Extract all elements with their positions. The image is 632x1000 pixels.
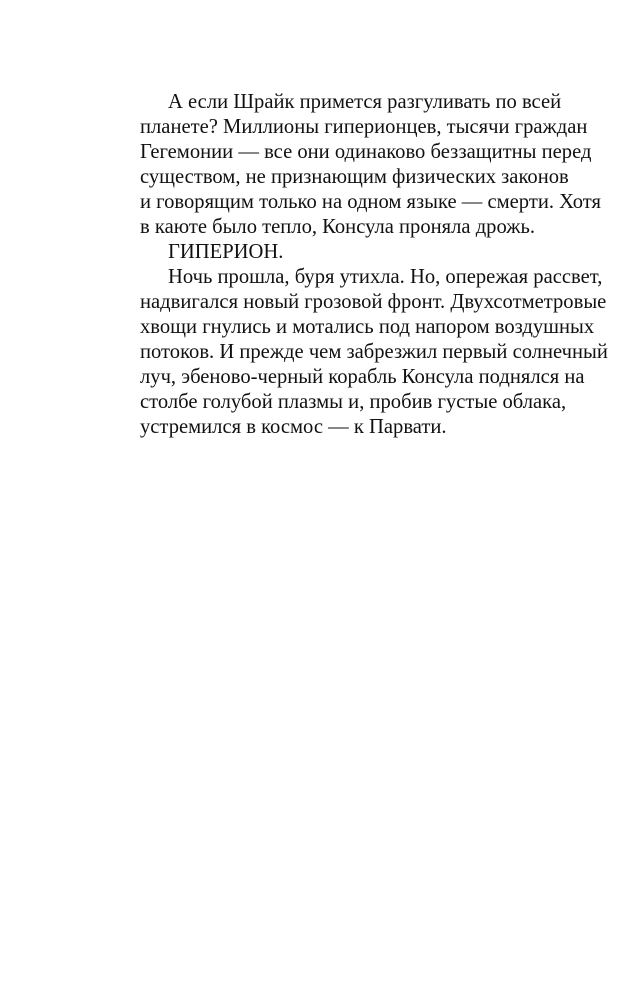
- text-line: Гегемонии — все они одинаково беззащитны перед: [140, 141, 592, 163]
- text-line: луч, эбеново-черный корабль Консула поднялся на: [140, 366, 585, 388]
- paragraph-1: [112, 90, 601, 240]
- text-line: хвощи гнулись и мотались под напором воздушных: [140, 316, 595, 338]
- text-line: потоков. И прежде чем забрезжил первый солнечный: [140, 341, 608, 363]
- text-line: А если Шрайк примется разгуливать по всей: [168, 91, 562, 113]
- text-line: столбе голубой плазмы и, пробив густые облака,: [140, 391, 567, 413]
- paragraph-2: [112, 240, 558, 265]
- text-line: устремился в космос — к Парвати.: [140, 416, 447, 438]
- text-line: надвигался новый грозовой фронт. Двухсотметровые: [140, 291, 607, 313]
- text-line: Ночь прошла, буря утихла. Но, опережая рассвет,: [168, 266, 603, 288]
- page-body: [112, 90, 608, 440]
- text-line: ГИПЕРИОН.: [168, 241, 284, 263]
- text-line: существом, не признающим физических законов: [140, 166, 569, 188]
- text-line: планете? Миллионы гиперионцев, тысячи граждан: [140, 116, 588, 138]
- text-line: и говорящим только на одном языке — смерти. Хотя: [140, 191, 601, 213]
- paragraph-3: [112, 265, 608, 440]
- text-line: в каюте было тепло, Консула проняла дрожь.: [140, 216, 536, 238]
